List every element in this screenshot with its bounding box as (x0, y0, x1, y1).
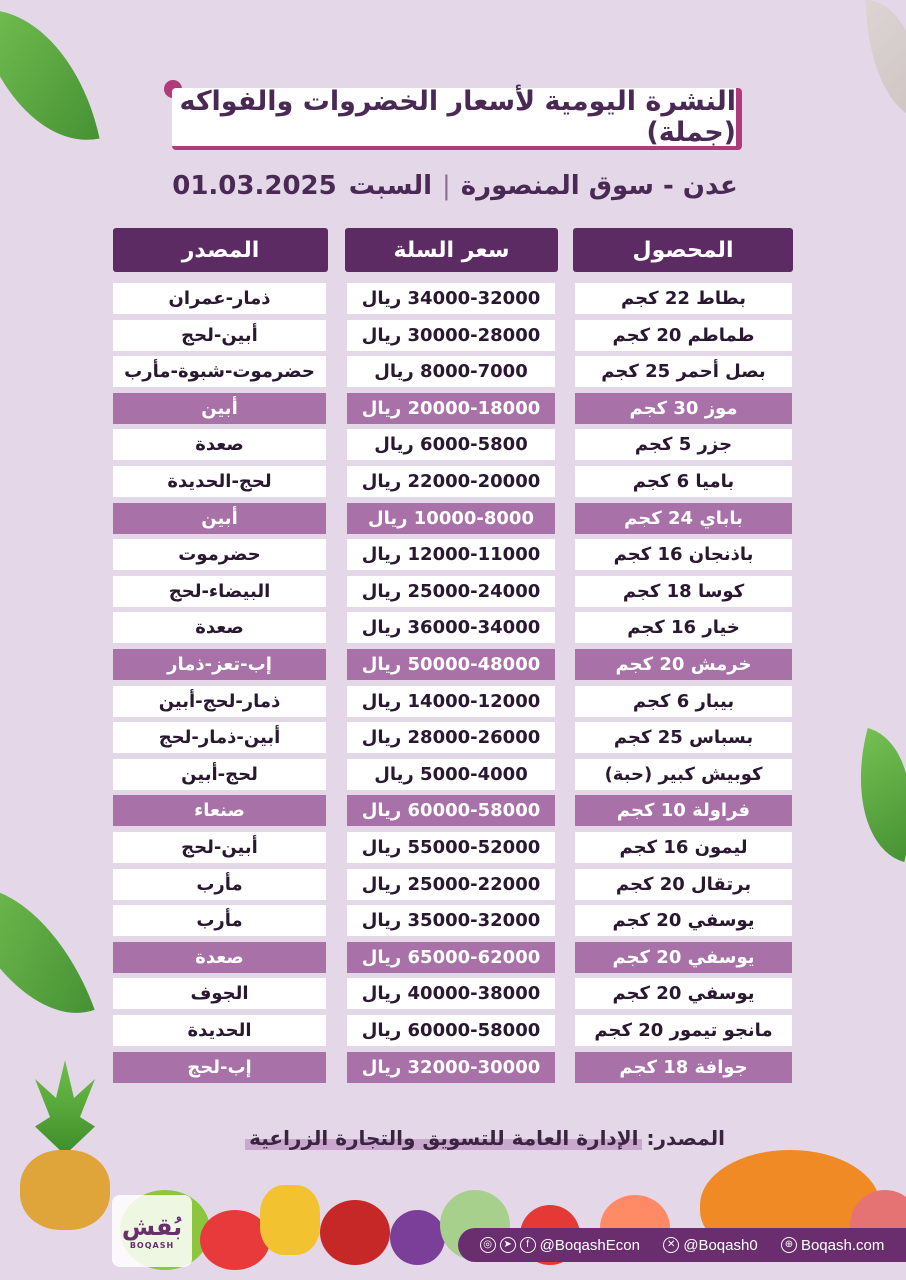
boqash-logo: بُقش BOQASH (112, 1195, 192, 1267)
table-row (0, 356, 906, 387)
price-cell: 25000-22000 ريال (347, 869, 555, 900)
source-cell: صعدة (113, 612, 326, 643)
telegram-icon: ➤ (500, 1237, 516, 1253)
pineapple (20, 1150, 110, 1230)
table-row (0, 1052, 906, 1083)
table-row (0, 466, 906, 497)
column-header-price: سعر السلة (345, 228, 558, 272)
facebook-icon: f (520, 1237, 536, 1253)
social-x[interactable] (663, 1237, 757, 1254)
price-cell: 20000-18000 ريال (347, 393, 555, 424)
table-row (0, 795, 906, 826)
source-cell: ذمار-عمران (113, 283, 326, 314)
subtitle-separator: | (442, 171, 451, 201)
price-cell: 32000-30000 ريال (347, 1052, 555, 1083)
product-cell: بيبار 6 كجم (575, 686, 792, 717)
price-cell: 6000-5800 ريال (347, 429, 555, 460)
table-row (0, 1015, 906, 1046)
price-cell: 14000-12000 ريال (347, 686, 555, 717)
source-cell: صعدة (113, 942, 326, 973)
price-cell: 30000-28000 ريال (347, 320, 555, 351)
social-handle-x: @Boqash0 (683, 1236, 758, 1254)
source-cell: لحج-الحديدة (113, 466, 326, 497)
price-cell: 22000-20000 ريال (347, 466, 555, 497)
price-cell: 35000-32000 ريال (347, 905, 555, 936)
product-cell: ليمون 16 كجم (575, 832, 792, 863)
product-cell: جوافة 18 كجم (575, 1052, 792, 1083)
source-cell: لحج-أبين (113, 759, 326, 790)
product-cell: كوبيش كبير (حبة) (575, 759, 792, 790)
table-row (0, 978, 906, 1009)
source-label: المصدر: (646, 1126, 725, 1150)
price-cell: 10000-8000 ريال (347, 503, 555, 534)
social-handle-econ: @BoqashEcon (539, 1236, 640, 1254)
table-row (0, 612, 906, 643)
price-cell: 12000-11000 ريال (347, 539, 555, 570)
page-title: النشرة اليومية لأسعار الخضروات والفواكه (جملة) (179, 86, 736, 148)
table-row (0, 832, 906, 863)
source-cell: أبين-ذمار-لحج (113, 722, 326, 753)
globe-icon: ⊕ (781, 1237, 797, 1253)
leaf-decoration-top-right (866, 0, 906, 120)
source-cell: حضرموت (113, 539, 326, 570)
source-cell: حضرموت-شبوة-مأرب (113, 356, 326, 387)
price-cell: 60000-58000 ريال (347, 1015, 555, 1046)
source-cell: إب-تعز-ذمار (113, 649, 326, 680)
table-row (0, 576, 906, 607)
product-cell: يوسفي 20 كجم (575, 905, 792, 936)
table-row (0, 759, 906, 790)
price-cell: 50000-48000 ريال (347, 649, 555, 680)
table-row (0, 649, 906, 680)
product-cell: يوسفي 20 كجم (575, 978, 792, 1009)
x-icon: ✕ (663, 1237, 679, 1253)
price-cell: 5000-4000 ريال (347, 759, 555, 790)
product-cell: طماطم 20 كجم (575, 320, 792, 351)
source-cell: مأرب (113, 869, 326, 900)
price-cell: 65000-62000 ريال (347, 942, 555, 973)
product-cell: خرمش 20 كجم (575, 649, 792, 680)
table-row (0, 905, 906, 936)
price-cell: 8000-7000 ريال (347, 356, 555, 387)
source-cell: أبين-لحج (113, 320, 326, 351)
website-link[interactable] (781, 1237, 884, 1254)
source-cell: إب-لحج (113, 1052, 326, 1083)
website-text: Boqash.com (800, 1236, 885, 1254)
table-row (0, 393, 906, 424)
market-location: عدن - سوق المنصورة (460, 171, 738, 201)
date-label: 01.03.2025 (172, 171, 337, 201)
product-cell: باباي 24 كجم (575, 503, 792, 534)
table-row (0, 942, 906, 973)
source-cell: الجوف (113, 978, 326, 1009)
social-footer-bar (458, 1228, 906, 1262)
product-cell: مانجو تيمور 20 كجم (575, 1015, 792, 1046)
product-cell: فراولة 10 كجم (575, 795, 792, 826)
price-cell: 34000-32000 ريال (347, 283, 555, 314)
table-row (0, 869, 906, 900)
source-cell: الحديدة (113, 1015, 326, 1046)
product-cell: كوسا 18 كجم (575, 576, 792, 607)
price-cell: 60000-58000 ريال (347, 795, 555, 826)
product-cell: بطاط 22 كجم (575, 283, 792, 314)
price-cell: 55000-52000 ريال (347, 832, 555, 863)
source-cell: أبين-لحج (113, 832, 326, 863)
price-cell: 25000-24000 ريال (347, 576, 555, 607)
source-cell: البيضاء-لحج (113, 576, 326, 607)
table-row (0, 539, 906, 570)
product-cell: موز 30 كجم (575, 393, 792, 424)
instagram-icon: ◎ (480, 1237, 496, 1253)
product-cell: بسباس 25 كجم (575, 722, 792, 753)
social-econ[interactable] (480, 1237, 640, 1254)
day-label: السبت (348, 171, 432, 201)
source-cell: صنعاء (113, 795, 326, 826)
source-cell: مأرب (113, 905, 326, 936)
product-cell: يوسفي 20 كجم (575, 942, 792, 973)
price-cell: 28000-26000 ريال (347, 722, 555, 753)
table-row (0, 503, 906, 534)
product-cell: برتقال 20 كجم (575, 869, 792, 900)
product-cell: جزر 5 كجم (575, 429, 792, 460)
column-header-product: المحصول (573, 228, 793, 272)
source-organization: الإدارة العامة للتسويق والتجارة الزراعية (245, 1126, 642, 1150)
subtitle (150, 168, 760, 204)
table-row (0, 320, 906, 351)
table-row (0, 283, 906, 314)
column-header-source: المصدر (113, 228, 328, 272)
source-cell: أبين (113, 503, 326, 534)
price-cell: 40000-38000 ريال (347, 978, 555, 1009)
source-cell: أبين (113, 393, 326, 424)
leaf-decoration-top-left (0, 0, 100, 158)
title-banner (172, 88, 742, 150)
price-cell: 36000-34000 ريال (347, 612, 555, 643)
source-cell: ذمار-لحج-أبين (113, 686, 326, 717)
product-cell: باميا 6 كجم (575, 466, 792, 497)
product-cell: باذنجان 16 كجم (575, 539, 792, 570)
product-cell: خيار 16 كجم (575, 612, 792, 643)
table-row (0, 722, 906, 753)
product-cell: بصل أحمر 25 كجم (575, 356, 792, 387)
table-row (0, 686, 906, 717)
table-row (0, 429, 906, 460)
source-cell: صعدة (113, 429, 326, 460)
